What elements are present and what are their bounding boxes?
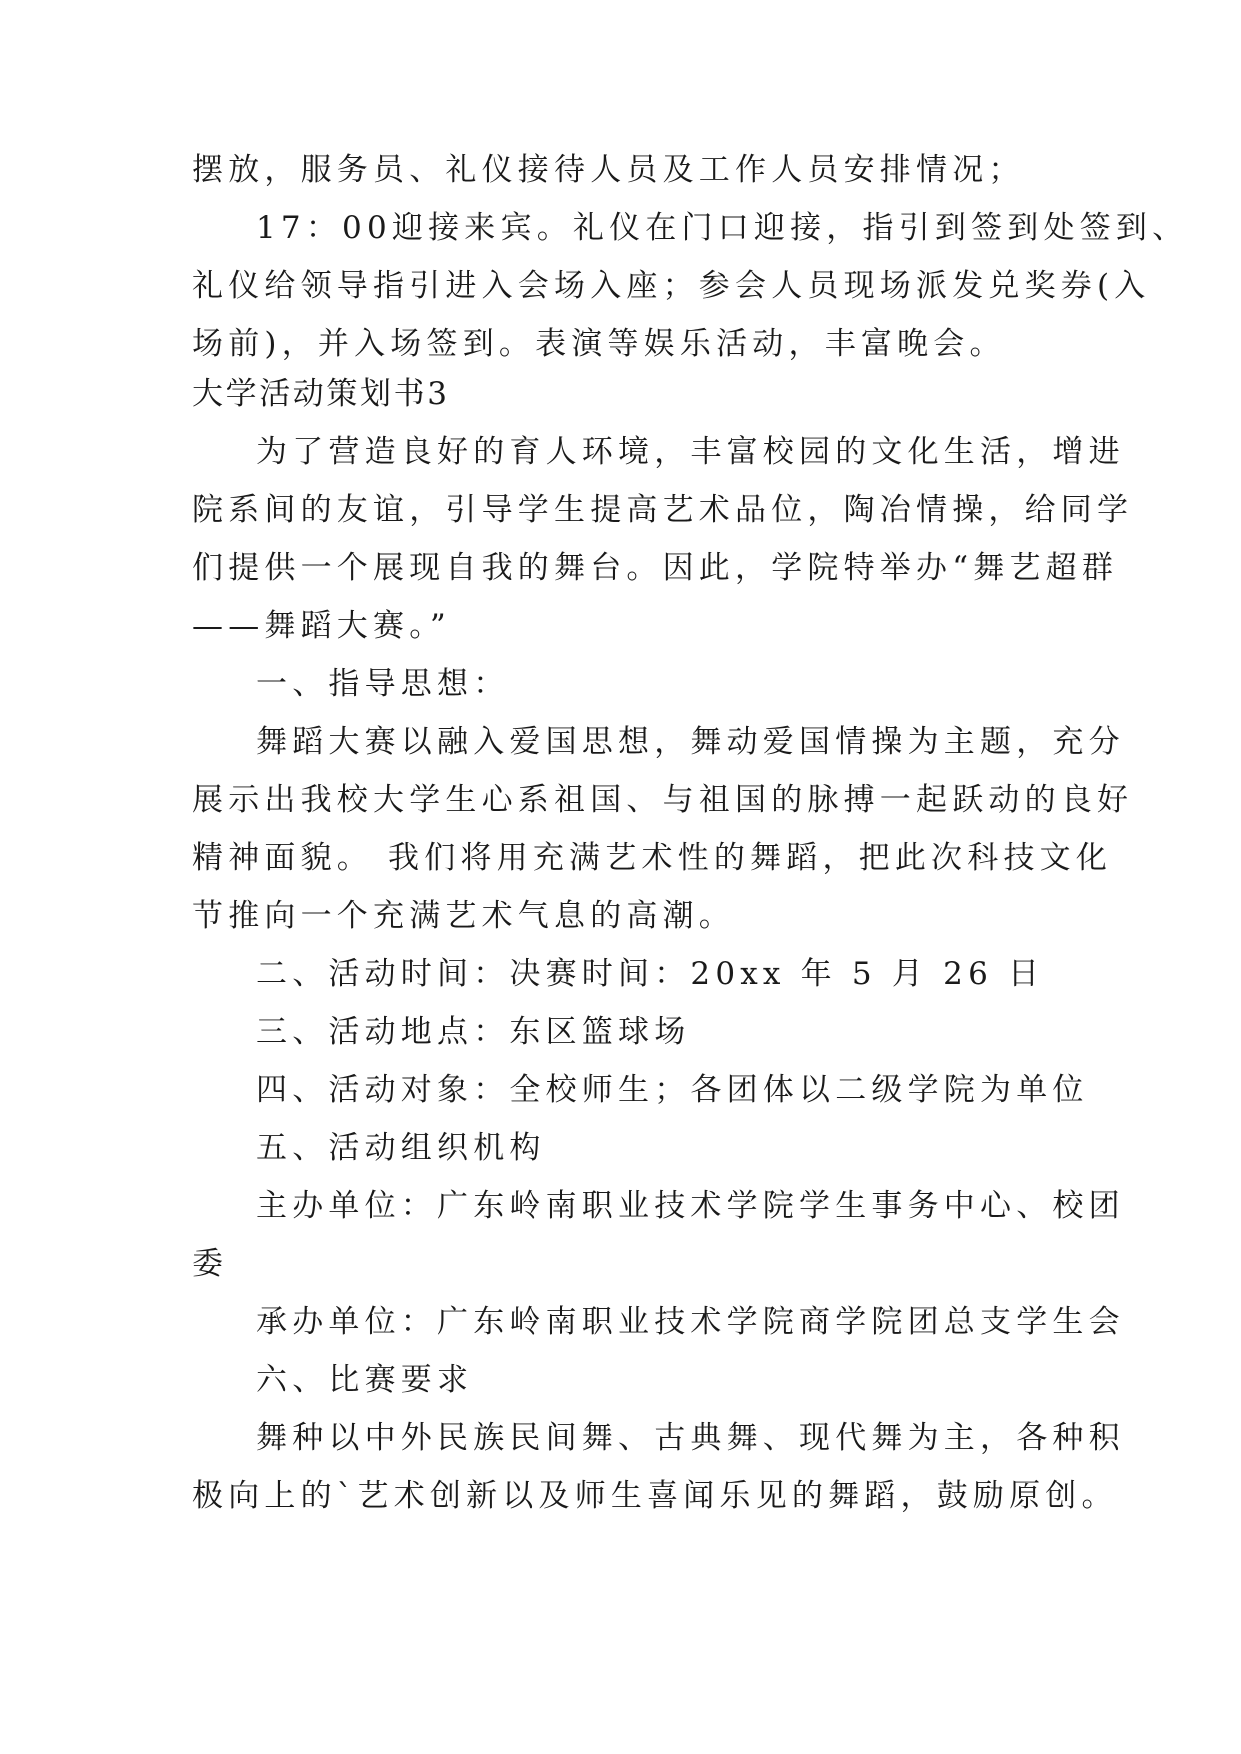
paragraph-line: 舞蹈大赛以融入爱国思想，舞动爱国情操为主题，充分 <box>256 724 1125 760</box>
section-heading: 一、指导思想： <box>256 666 510 702</box>
paragraph-line: 们提供一个展现自我的舞台。因此，学院特举办“舞艺超群 <box>192 550 1119 586</box>
paragraph-line: ——舞蹈大赛。” <box>192 608 451 644</box>
section-title: 大学活动策划书3 <box>192 376 450 412</box>
section-heading: 三、活动地点：东区篮球场 <box>256 1014 691 1050</box>
paragraph-line: 精神面貌。 我们将用充满艺术性的舞蹈，把此次科技文化 <box>192 840 1113 876</box>
paragraph-line: 为了营造良好的育人环境，丰富校园的文化生活，增进 <box>256 434 1125 470</box>
paragraph-line: 场前)，并入场签到。表演等娱乐活动，丰富晚会。 <box>192 326 1006 362</box>
section-heading: 五、活动组织机构 <box>256 1130 546 1166</box>
paragraph-line: 摆放，服务员、礼仪接待人员及工作人员安排情况； <box>192 152 1025 188</box>
paragraph-line: 展示出我校大学生心系祖国、与祖国的脉搏一起跃动的良好 <box>192 782 1134 818</box>
paragraph-line: 极向上的`艺术创新以及师生喜闻乐见的舞蹈，鼓励原创。 <box>192 1478 1118 1514</box>
section-heading: 四、活动对象：全校师生；各团体以二级学院为单位 <box>256 1072 1089 1108</box>
paragraph-line: 委 <box>192 1246 229 1282</box>
paragraph-line: 节推向一个充满艺术气息的高潮。 <box>192 898 735 934</box>
paragraph-line: 礼仪给领导指引进入会场入座；参会人员现场派发兑奖券(入 <box>192 268 1151 304</box>
section-heading: 六、比赛要求 <box>256 1362 474 1398</box>
section-heading: 二、活动时间：决赛时间：20xx 年 5 月 26 日 <box>256 956 1045 992</box>
paragraph-line: 院系间的友谊，引导学生提高艺术品位，陶冶情操，给同学 <box>192 492 1134 528</box>
paragraph-line: 承办单位：广东岭南职业技术学院商学院团总支学生会 <box>256 1304 1125 1340</box>
paragraph-line: 舞种以中外民族民间舞、古典舞、现代舞为主，各种积 <box>256 1420 1125 1456</box>
paragraph-line: 17：00迎接来宾。礼仪在门口迎接，指引到签到处签到、 <box>256 210 1189 246</box>
paragraph-line: 主办单位：广东岭南职业技术学院学生事务中心、校团 <box>256 1188 1125 1224</box>
